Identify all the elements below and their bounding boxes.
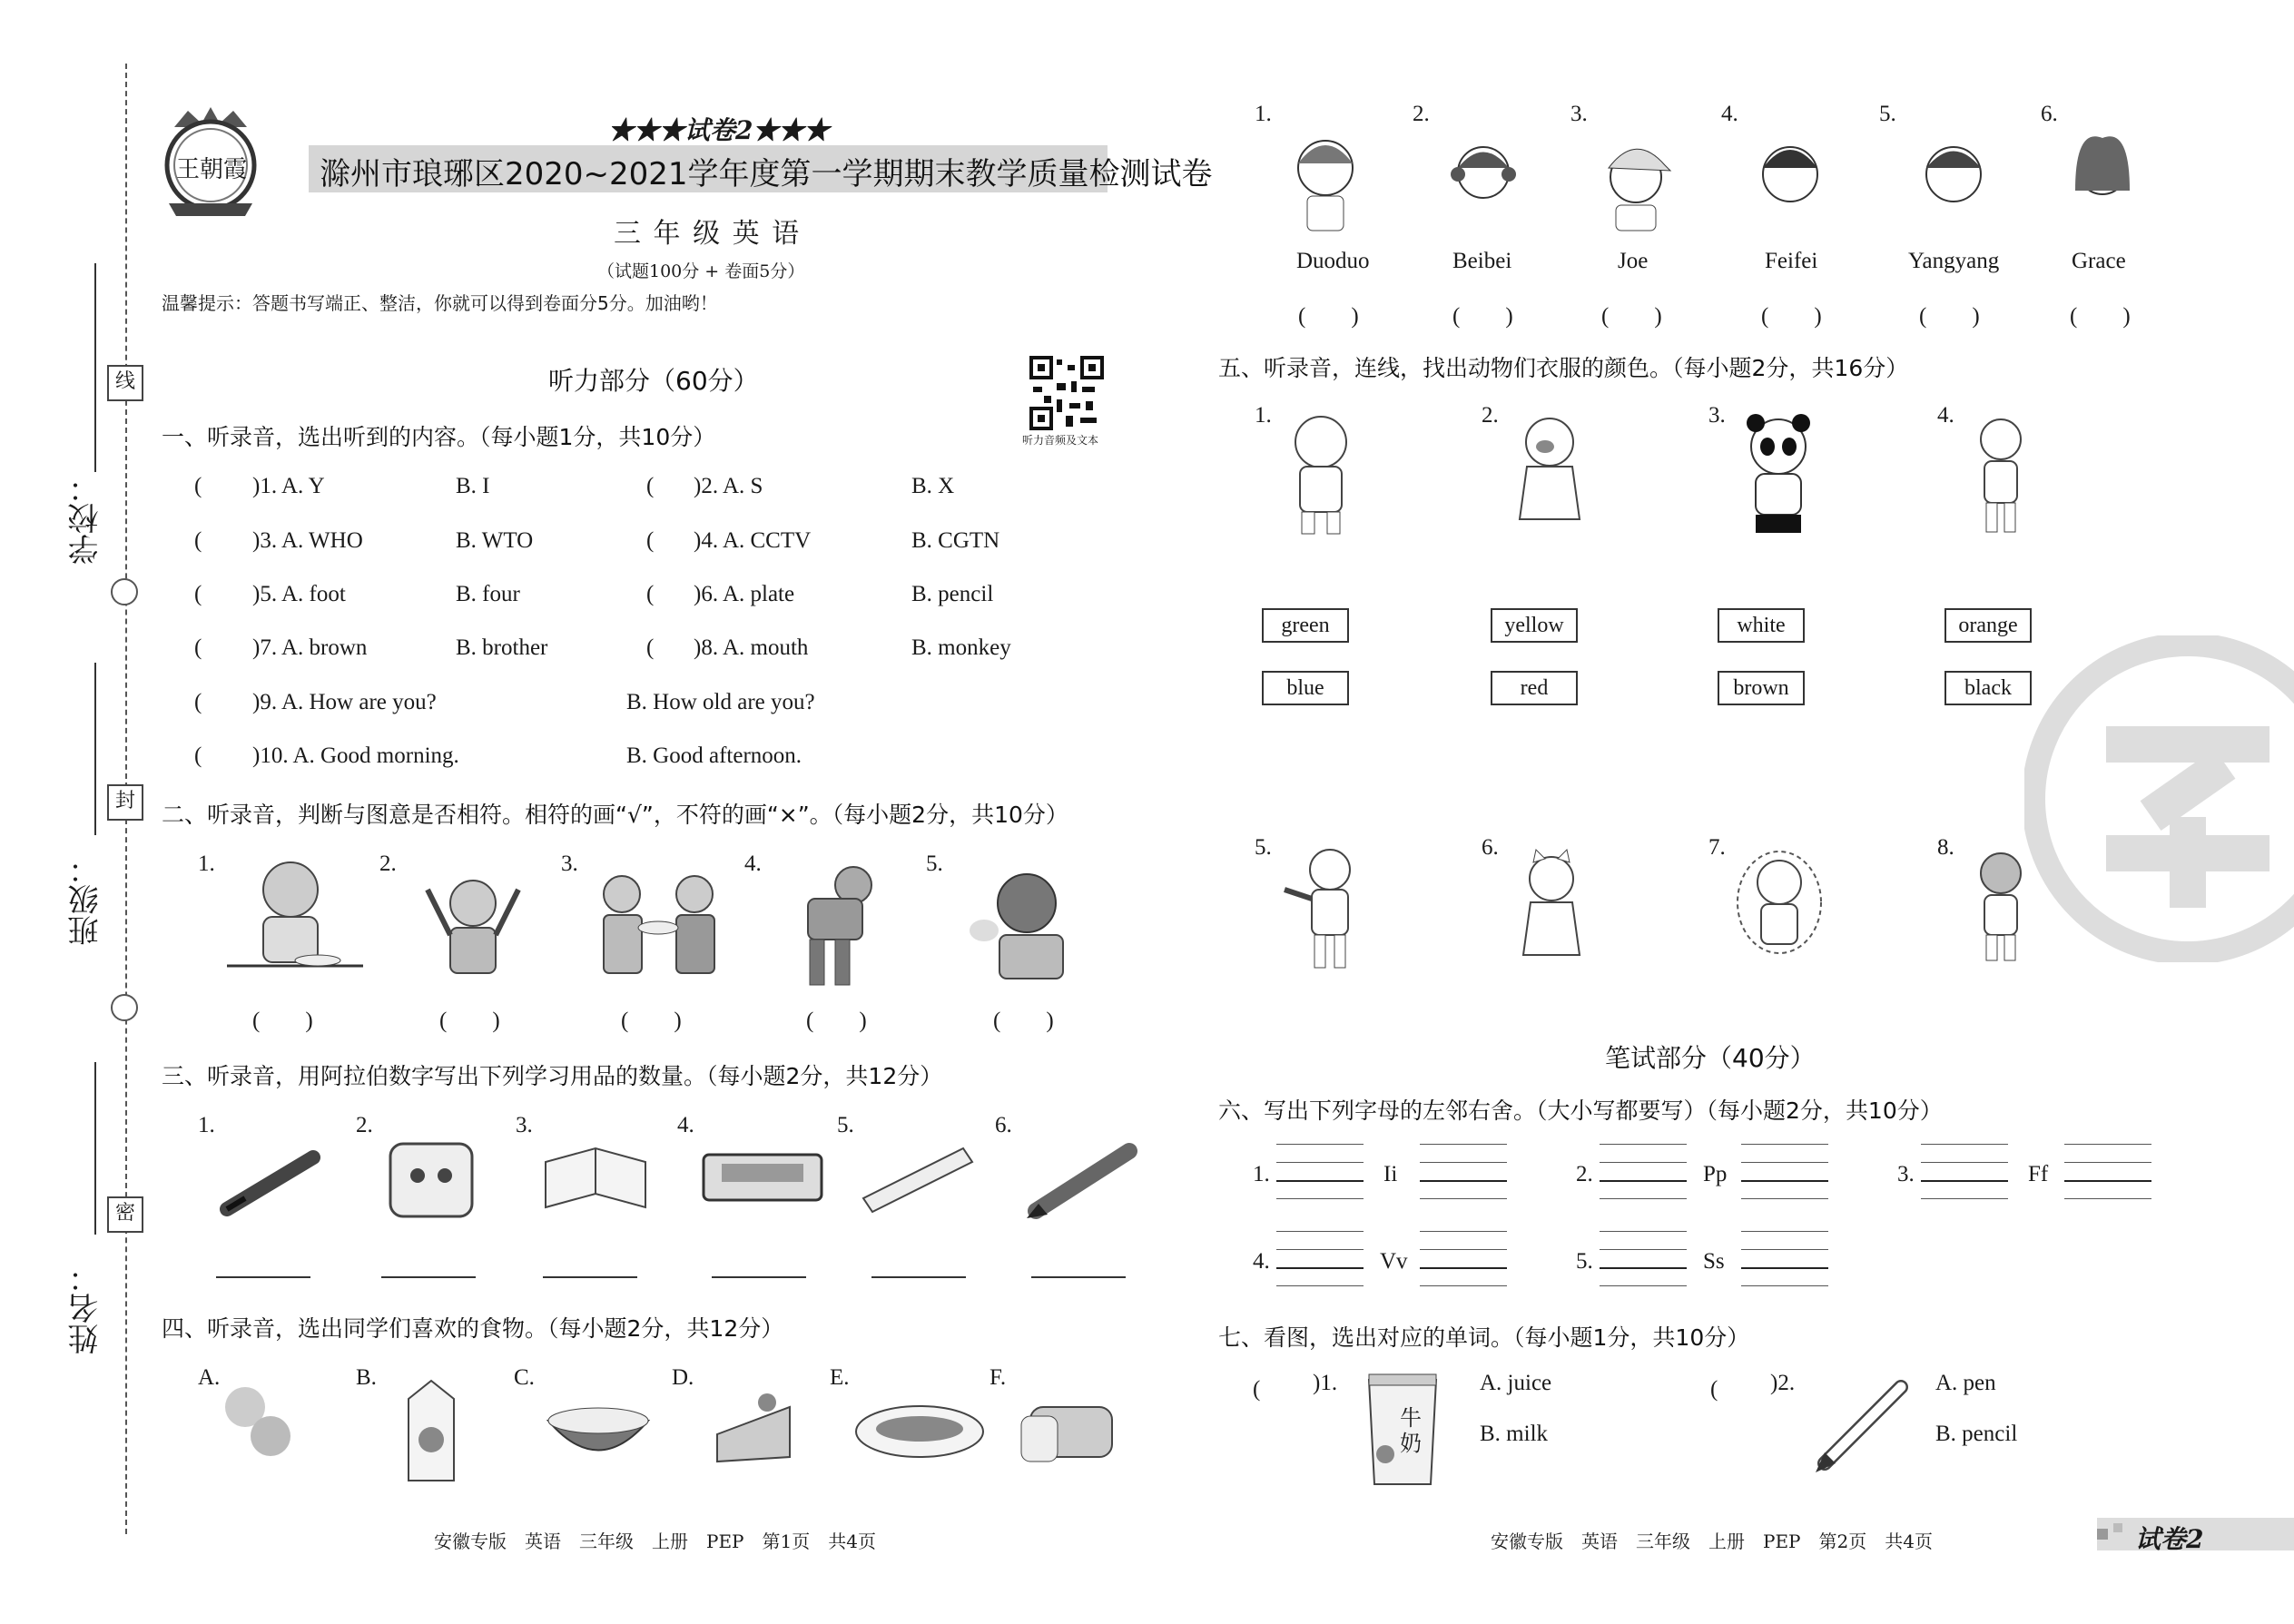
animal-num-5: 5. (1255, 835, 1272, 860)
answer-line-s3-2[interactable] (381, 1276, 476, 1278)
duck-illustration (1509, 410, 1590, 541)
dog-illustration (1964, 846, 2037, 968)
panda-illustration (1738, 410, 1819, 541)
binding-hole-icon (111, 994, 138, 1021)
section7-heading: 七、看图，选出对应的单词。（每小题1分，共10分） (1218, 1324, 1750, 1351)
kid-num-2: 2. (1413, 102, 1430, 126)
paper-badge: 试卷2 (2135, 1524, 2204, 1554)
kid-num-6: 6. (2041, 102, 2058, 126)
girl-waving-illustration (414, 862, 532, 984)
answer-paren[interactable]: ( (646, 528, 655, 553)
letter-num: 5. (1576, 1249, 1593, 1274)
section2-heading: 二、听录音，判断与图意是否相符。相符的画“√”，不符的画“×”。（每小题2分，共10分） (162, 802, 1068, 828)
answer-paren-kid-5[interactable]: ( ) (1919, 304, 1980, 329)
school-label: 学校： (68, 472, 104, 565)
children-sharing-illustration (590, 871, 726, 984)
section3-heading: 三、听录音，用阿拉伯数字写出下列学习用品的数量。（每小题2分，共12分） (162, 1063, 943, 1089)
section5-heading: 五、听录音，连线，找出动物们衣服的颜色。（每小题2分，共16分） (1218, 355, 1909, 381)
monkey-illustration (1964, 410, 2037, 541)
four-line-right[interactable] (1420, 1144, 1507, 1202)
bear-skipping-illustration (1734, 848, 1825, 969)
answer-paren-kid-6[interactable]: ( ) (2070, 304, 2131, 329)
biscuits-illustration (218, 1380, 300, 1465)
brand-logo (156, 102, 265, 211)
qr-caption: 听力音频及文本 (1022, 434, 1099, 447)
s3-num-6: 6. (995, 1113, 1012, 1137)
subject-title: 三 年 级 英 语 (614, 218, 802, 250)
listening-title: 听力部分（60分） (548, 366, 759, 396)
kid-face-joe (1600, 127, 1672, 240)
milk-carton-illustration (399, 1376, 463, 1489)
animal-num-7: 7. (1708, 835, 1726, 860)
answer-line-s3-4[interactable] (712, 1276, 806, 1278)
s4-letter-a: A. (198, 1365, 221, 1390)
answer-paren-s7-2[interactable]: ( (1710, 1377, 1764, 1402)
color-yellow[interactable]: yellow (1491, 608, 1578, 643)
s4-letter-d: D. (672, 1365, 694, 1390)
q2-a: )2. A. S (694, 474, 763, 498)
bread-illustration (1017, 1380, 1126, 1474)
class-label: 班级： (68, 853, 104, 946)
s7-q1-num: )1. (1313, 1371, 1338, 1395)
tiger-illustration (1280, 844, 1380, 975)
q10-b: B. Good afternoon. (626, 743, 802, 768)
s4-letter-b: B. (356, 1365, 377, 1390)
milk-label: 牛奶 (1400, 1405, 1422, 1456)
boy-sick-illustration (968, 862, 1077, 984)
animal-num-1: 1. (1255, 403, 1272, 428)
s7-q1-b: B. milk (1480, 1422, 1549, 1446)
s4-letter-e: E. (830, 1365, 850, 1390)
q4-b: B. CGTN (911, 528, 1000, 553)
kid-face-beibei (1447, 127, 1520, 240)
writing-title: 笔试部分（40分） (1605, 1043, 1816, 1073)
color-white[interactable]: white (1718, 608, 1805, 643)
letter-target: Vv (1380, 1249, 1408, 1274)
s2-num-1: 1. (198, 851, 215, 876)
answer-paren[interactable]: ( (194, 474, 202, 498)
s7-q2-b: B. pencil (1935, 1422, 2018, 1446)
kid-num-1: 1. (1255, 102, 1272, 126)
four-line-left[interactable] (1921, 1144, 2008, 1202)
answer-line-s3-5[interactable] (871, 1276, 966, 1278)
answer-paren-kid-4[interactable]: ( ) (1761, 304, 1822, 329)
pencil-case-illustration (699, 1146, 826, 1213)
section6-heading: 六、写出下列字母的左邻右舍。（大小写都要写）（每小题2分，共10分） (1218, 1097, 1943, 1124)
girl-eating-illustration (227, 853, 363, 993)
answer-paren-kid-2[interactable]: ( ) (1452, 304, 1513, 329)
kid-num-4: 4. (1721, 102, 1738, 126)
s3-num-2: 2. (356, 1113, 373, 1137)
animal-num-8: 8. (1937, 835, 1954, 860)
section1-heading: 一、听录音，选出听到的内容。（每小题1分，共10分） (162, 424, 716, 450)
letter-num: 1. (1253, 1162, 1270, 1186)
footer-left: 安徽专版 英语 三年级 上册 PEP 第1页 共4页 (434, 1530, 876, 1552)
fish-plate-illustration (852, 1391, 988, 1467)
four-line-left[interactable] (1600, 1231, 1687, 1289)
seal-char-seal: 封 (107, 784, 143, 821)
name-line (94, 1062, 96, 1235)
kid-face-yangyang (1917, 127, 1990, 240)
letter-target: Ii (1383, 1162, 1398, 1186)
name-label: 姓名： (68, 1262, 104, 1354)
s2-num-4: 4. (744, 851, 762, 876)
class-line (94, 663, 96, 835)
secret-watermark-seal (2024, 635, 2294, 962)
s3-num-1: 1. (198, 1113, 215, 1137)
kid-name-3: Joe (1618, 249, 1649, 273)
answer-paren[interactable]: ( (646, 635, 655, 660)
cake-illustration (708, 1380, 799, 1474)
pencil-illustration (1812, 1376, 1912, 1480)
q5-b: B. four (456, 582, 520, 606)
s2-num-5: 5. (926, 851, 943, 876)
s7-q1-a: A. juice (1480, 1371, 1552, 1395)
answer-paren[interactable]: ( (194, 743, 202, 768)
q2-b: B. X (911, 474, 955, 498)
pen-illustration (218, 1144, 327, 1220)
badge-square-icon (2113, 1523, 2122, 1532)
q5-a: )5. A. foot (252, 582, 346, 606)
pig-illustration (1280, 410, 1362, 541)
q8-a: )8. A. mouth (694, 635, 809, 660)
section4-heading: 四、听录音，选出同学们喜欢的食物。（每小题2分，共12分） (162, 1315, 784, 1342)
answer-line-s3-1[interactable] (216, 1276, 310, 1278)
answer-paren-s2-1[interactable]: ( ) (252, 1009, 313, 1033)
kid-face-grace (2066, 127, 2139, 240)
kid-name-5: Yangyang (1908, 249, 2000, 273)
boy-bending-illustration (790, 862, 890, 993)
answer-paren-s2-3[interactable]: ( ) (621, 1009, 682, 1033)
q1-a: )1. A. Y (252, 474, 325, 498)
q4-a: )4. A. CCTV (694, 528, 812, 553)
animal-num-3: 3. (1708, 403, 1726, 428)
answer-paren[interactable]: ( (194, 635, 202, 660)
q1-b: B. I (456, 474, 490, 498)
s2-num-2: 2. (379, 851, 397, 876)
four-line-left[interactable] (1600, 1144, 1687, 1202)
color-green[interactable]: green (1262, 608, 1349, 643)
letter-target: Ss (1703, 1249, 1725, 1274)
color-blue[interactable]: blue (1262, 671, 1349, 705)
kid-face-feifei (1754, 127, 1826, 240)
logo-text: 王朝霞 (176, 156, 248, 183)
score-note: （试题100分 + 卷面5分） (597, 261, 805, 281)
answer-paren[interactable]: ( (194, 690, 202, 714)
warm-tip: 温馨提示：答题书写端正、整洁，你就可以得到卷面分5分。加油哟！ (162, 292, 718, 314)
seal-char-line: 线 (107, 365, 143, 401)
s2-num-3: 3. (561, 851, 578, 876)
s3-num-5: 5. (837, 1113, 854, 1137)
s7-q2-num: )2. (1770, 1371, 1796, 1395)
four-line-right[interactable] (1420, 1231, 1507, 1289)
rice-bowl-illustration (539, 1380, 657, 1474)
book-illustration (541, 1144, 650, 1220)
q6-b: B. pencil (911, 582, 994, 606)
letter-target: Ff (2028, 1162, 2049, 1186)
s4-letter-c: C. (514, 1365, 535, 1390)
ruler-illustration (859, 1144, 977, 1220)
answer-paren[interactable]: ( (194, 582, 202, 606)
s3-num-3: 3. (516, 1113, 533, 1137)
letter-num: 4. (1253, 1249, 1270, 1274)
four-line-left[interactable] (1276, 1144, 1364, 1202)
kid-name-2: Beibei (1452, 249, 1512, 273)
q6-a: )6. A. plate (694, 582, 795, 606)
milk-bag-illustration (1362, 1371, 1443, 1492)
q7-a: )7. A. brown (252, 635, 368, 660)
kid-name-4: Feifei (1765, 249, 1818, 273)
four-line-left[interactable] (1276, 1231, 1364, 1289)
badge-square-icon (2097, 1529, 2108, 1540)
answer-paren-kid-3[interactable]: ( ) (1601, 304, 1662, 329)
binding-hole-icon (111, 578, 138, 605)
cat-illustration (1511, 848, 1592, 969)
school-line (94, 263, 96, 472)
q3-b: B. WTO (456, 528, 534, 553)
letter-num: 2. (1576, 1162, 1593, 1186)
q10-a: )10. A. Good morning. (252, 743, 459, 768)
q3-a: )3. A. WHO (252, 528, 363, 553)
qr-code[interactable] (1029, 356, 1104, 430)
s4-letter-f: F. (989, 1365, 1007, 1390)
answer-line-s3-6[interactable] (1031, 1276, 1126, 1278)
kid-name-1: Duoduo (1296, 249, 1370, 273)
answer-paren-s2-2[interactable]: ( ) (439, 1009, 500, 1033)
paper-number-label: ★★★试卷2★★★ (608, 115, 830, 145)
crayon-illustration (1022, 1138, 1140, 1224)
animal-num-4: 4. (1937, 403, 1954, 428)
animal-num-6: 6. (1482, 835, 1499, 860)
seal-char-secret: 密 (107, 1196, 143, 1233)
kid-num-3: 3. (1570, 102, 1588, 126)
kid-num-5: 5. (1879, 102, 1896, 126)
pencil-box-illustration (381, 1135, 481, 1229)
q9-b: B. How old are you? (626, 690, 815, 714)
answer-paren-kid-1[interactable]: ( ) (1298, 304, 1359, 329)
animal-num-2: 2. (1482, 403, 1499, 428)
kid-face-duoduo (1289, 127, 1362, 240)
color-brown[interactable]: brown (1718, 671, 1805, 705)
four-line-right[interactable] (1741, 1231, 1828, 1289)
answer-paren-s7-1[interactable]: ( (1253, 1377, 1306, 1402)
s3-num-4: 4. (677, 1113, 694, 1137)
q7-b: B. brother (456, 635, 548, 660)
letter-num: 3. (1897, 1162, 1915, 1186)
color-orange[interactable]: orange (1944, 608, 2032, 643)
q8-b: B. monkey (911, 635, 1011, 660)
four-line-right[interactable] (1741, 1144, 1828, 1202)
four-line-right[interactable] (2064, 1144, 2151, 1202)
answer-paren[interactable]: ( (194, 528, 202, 553)
answer-paren-s2-5[interactable]: ( ) (993, 1009, 1054, 1033)
answer-paren[interactable]: ( (646, 474, 655, 498)
q9-a: )9. A. How are you? (252, 690, 437, 714)
letter-target: Pp (1703, 1162, 1728, 1186)
color-black[interactable]: black (1944, 671, 2032, 705)
kid-name-6: Grace (2072, 249, 2126, 273)
answer-paren[interactable]: ( (646, 582, 655, 606)
answer-paren-s2-4[interactable]: ( ) (806, 1009, 867, 1033)
answer-line-s3-3[interactable] (543, 1276, 637, 1278)
s7-q2-a: A. pen (1935, 1371, 1996, 1395)
color-red[interactable]: red (1491, 671, 1578, 705)
exam-title: 滁州市琅琊区2020~2021学年度第一学期期末教学质量检测试卷 (320, 156, 1213, 192)
footer-right: 安徽专版 英语 三年级 上册 PEP 第2页 共4页 (1491, 1530, 1933, 1552)
